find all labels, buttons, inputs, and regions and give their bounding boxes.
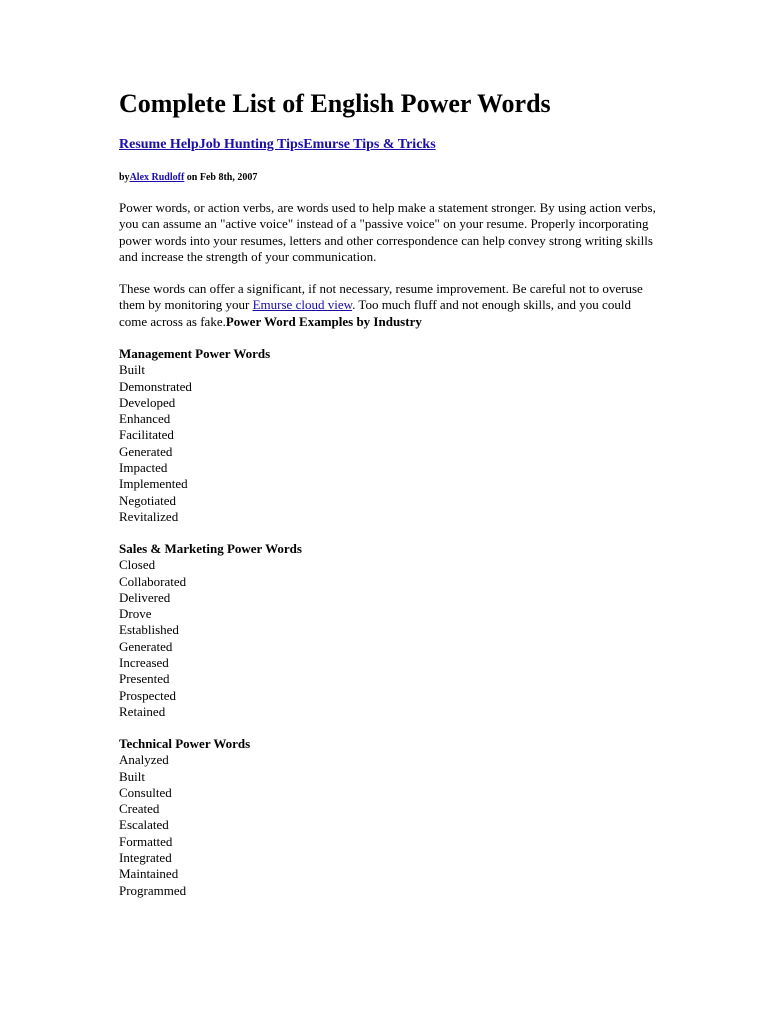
- word-list: [119, 362, 270, 525]
- list-item: Presented: [119, 671, 170, 687]
- list-item: Built: [119, 768, 146, 784]
- list-item: Maintained: [119, 866, 179, 882]
- list-item: Formatted: [119, 833, 173, 849]
- list-item: Analyzed: [119, 752, 169, 768]
- list-item: Established: [119, 622, 179, 638]
- list-item: Implemented: [119, 476, 188, 492]
- post-date: on Feb 8th, 2007: [184, 172, 258, 183]
- list-item: Programmed: [119, 882, 187, 898]
- list-item: Drove: [119, 606, 152, 622]
- list-item: Created: [119, 801, 160, 817]
- emurse-cloud-view-link[interactable]: Emurse cloud view: [252, 297, 353, 313]
- list-item: Developed: [119, 394, 176, 410]
- list-item: Consulted: [119, 784, 172, 800]
- second-paragraph: [119, 281, 659, 330]
- list-item: Generated: [119, 443, 173, 459]
- list-item: Integrated: [119, 850, 172, 866]
- list-item: Prospected: [119, 687, 177, 703]
- category-link-resume-help[interactable]: Resume Help: [119, 137, 199, 152]
- intro-paragraph: Power words, or action verbs, are words used to help make a statement stronger. By using action verbs, you can assume an "active voice" instead of a "passive voice" on your resume. Properly incorporating power words into your resumes, letters and other correspondence can help convey strong writing skills and increase the strength of your communication.: [119, 200, 656, 265]
- list-item: Facilitated: [119, 427, 174, 443]
- byline: [119, 171, 257, 185]
- list-item: Escalated: [119, 817, 169, 833]
- category-links: [119, 136, 436, 154]
- technical-section: [119, 736, 250, 899]
- list-item: Increased: [119, 655, 169, 671]
- section-heading: Management Power Words: [119, 346, 271, 361]
- list-item: Delivered: [119, 589, 171, 605]
- list-item: Built: [119, 362, 146, 378]
- byline-prefix: by: [119, 172, 130, 183]
- list-item: Impacted: [119, 460, 168, 476]
- section-heading: Technical Power Words: [119, 736, 251, 751]
- list-item: Revitalized: [119, 508, 179, 524]
- list-item: Demonstrated: [119, 378, 192, 394]
- list-item: Retained: [119, 703, 166, 719]
- author-link[interactable]: Alex Rudloff: [129, 172, 185, 183]
- examples-heading: Power Word Examples by Industry: [225, 313, 422, 329]
- page-title: Complete List of English Power Words: [119, 89, 551, 118]
- second-paragraph-text: These words can offer a significant, if not necessary, resume improvement. Be careful not to overuse them by monitoring your: [119, 281, 643, 313]
- section-heading: Sales & Marketing Power Words: [119, 541, 302, 556]
- list-item: Generated: [119, 638, 173, 654]
- list-item: Collaborated: [119, 573, 187, 589]
- list-item: Negotiated: [119, 492, 177, 508]
- category-link-emurse-tips[interactable]: Emurse Tips & Tricks: [303, 137, 436, 152]
- word-list: [119, 752, 250, 899]
- second-paragraph-text-end: . Too much fluff and not enough skills, and you could come across as fake.: [119, 297, 631, 329]
- management-section: [119, 346, 270, 525]
- category-link-job-hunting-tips[interactable]: Job Hunting Tips: [198, 137, 304, 152]
- word-list: [119, 557, 302, 720]
- list-item: Enhanced: [119, 411, 171, 427]
- list-item: Closed: [119, 557, 156, 573]
- sales-marketing-section: [119, 541, 302, 720]
